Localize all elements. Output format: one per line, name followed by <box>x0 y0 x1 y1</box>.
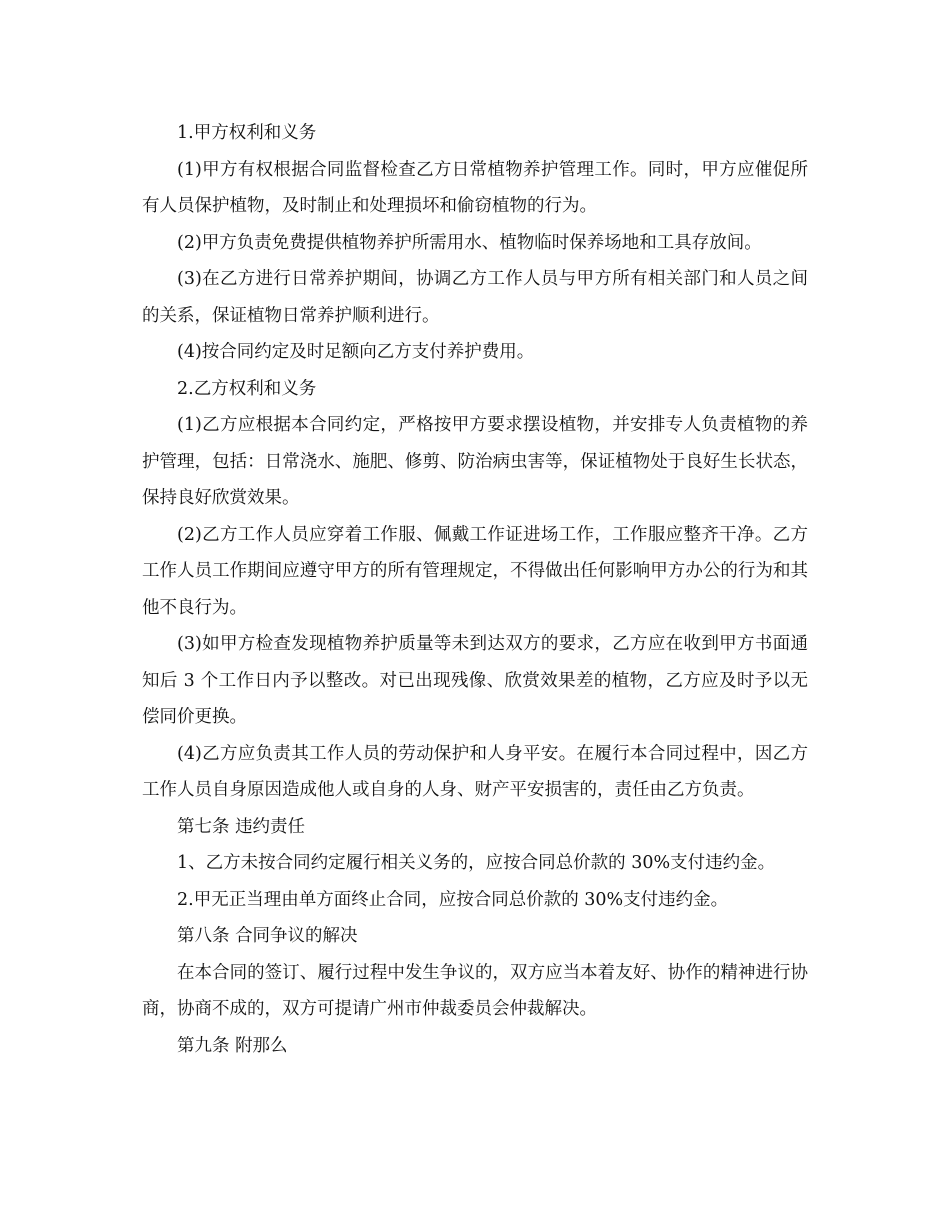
party-b-clause-3: (3)如甲方检查发现植物养护质量等未到达双方的要求，乙方应在收到甲方书面通知后 3 个工作日内予以整改。对已出现残像、欣赏效果差的植物，乙方应及时予以无偿同价更换。 <box>142 634 808 727</box>
section-heading-party-b-rights: 2.乙方权利和义务 <box>177 378 317 399</box>
party-a-clause-3: (3)在乙方进行日常养护期间，协调乙方工作人员与甲方所有相关部门和人员之间的关系，保证植物日常养护顺利进行。 <box>142 269 808 326</box>
article-7-heading: 第七条 违约责任 <box>177 816 306 837</box>
document-body <box>142 115 808 1064</box>
party-a-clause-2: (2)甲方负责免费提供植物养护所需用水、植物临时保养场地和工具存放间。 <box>177 232 762 253</box>
article-9-heading: 第九条 附那么 <box>177 1035 288 1056</box>
article-7-clause-1: 1、乙方未按合同约定履行相关义务的，应按合同总价款的 30%支付违约金。 <box>177 853 776 873</box>
party-a-clause-1: (1)甲方有权根据合同监督检查乙方日常植物养护管理工作。同时，甲方应催促所有人员保护植物，及时制止和处理损坏和偷窃植物的行为。 <box>142 159 808 216</box>
party-b-clause-1: (1)乙方应根据本合同约定，严格按甲方要求摆设植物，并安排专人负责植物的养护管理，包括：日常浇水、施肥、修剪、防治病虫害等，保证植物处于良好生长状态，保持良好欣赏效果。 <box>142 415 808 508</box>
article-8-heading: 第八条 合同争议的解决 <box>177 926 358 946</box>
article-7-clause-2: 2.甲无正当理由单方面终止合同，应按合同总价款的 30%支付违约金。 <box>177 889 729 910</box>
party-a-clause-4: (4)按合同约定及时足额向乙方支付养护费用。 <box>177 342 535 362</box>
article-8-body: 在本合同的签订、履行过程中发生争议的，双方应当本着友好、协作的精神进行协商，协商不成的，双方可提请广州市仲裁委员会仲裁解决。 <box>142 962 808 1019</box>
section-heading-party-a-rights: 1.甲方权利和义务 <box>177 123 317 143</box>
party-b-clause-4: (4)乙方应负责其工作人员的劳动保护和人身平安。在履行本合同过程中，因乙方工作人员自身原因造成他人或自身的人身、财产平安损害的，责任由乙方负责。 <box>142 743 808 800</box>
party-b-clause-2: (2)乙方工作人员应穿着工作服、佩戴工作证进场工作，工作服应整齐干净。乙方工作人员工作期间应遵守甲方的所有管理规定，不得做出任何影响甲方办公的行为和其他不良行为。 <box>142 524 808 618</box>
